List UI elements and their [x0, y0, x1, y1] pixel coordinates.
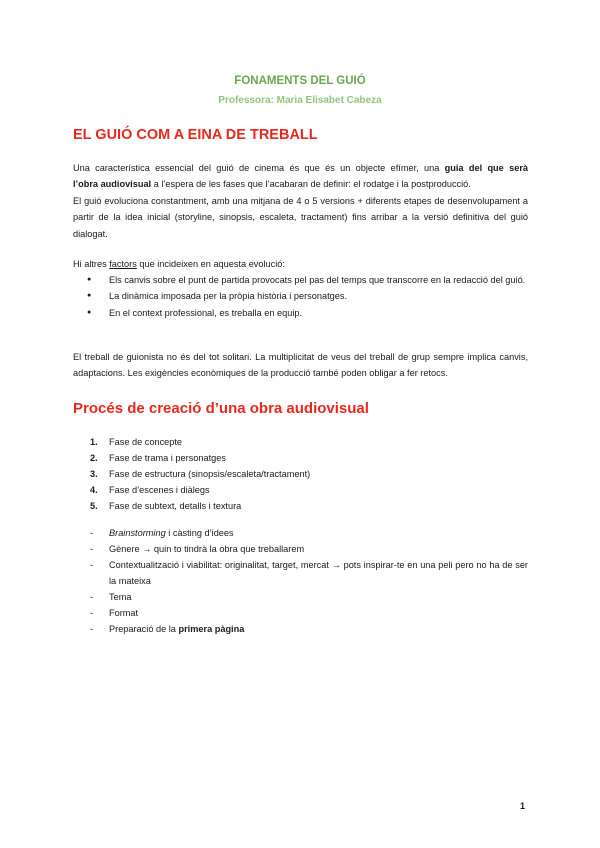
- list-item-text: Fase de concepte: [109, 437, 183, 447]
- bullet-icon: ●: [87, 308, 92, 316]
- list-item-text: Fase de estructura (sinopsis/escaleta/tractament): [109, 469, 311, 479]
- list-number: 1.: [90, 437, 98, 447]
- dash-bullet: -: [90, 592, 94, 602]
- list-item: [73, 450, 528, 466]
- list-item: [73, 272, 528, 288]
- paragraph-text: El treball de guionista no és del tot solitari. La multiplicitat de veus del treball de grup sempre implica canvis, adaptacions. Les exigències econòmiques de la producció també poden obligar a fer retocs.: [73, 352, 528, 379]
- list-item: [73, 541, 528, 557]
- dash-bullet: -: [90, 528, 94, 538]
- page-number: 1: [520, 801, 526, 811]
- list-item-text: En el context professional, es treballa en equip.: [109, 307, 303, 318]
- list-item-text: Fase de trama i personatges: [109, 453, 226, 463]
- list-item-text: Fase de subtext, detalls i textura: [109, 501, 242, 511]
- list-item: [73, 498, 528, 514]
- factors-list: [73, 272, 528, 321]
- document-title: FONAMENTS DEL GUIÓ: [234, 75, 366, 87]
- list-item: [73, 305, 528, 321]
- paragraph-teamwork: [73, 349, 528, 382]
- bullet-icon: ●: [87, 292, 92, 300]
- bold-text: primera pàgina: [178, 624, 245, 634]
- paragraph-text: Una característica essencial del guió de cinema és que és un objecte efímer, una: [73, 163, 445, 173]
- list-item: [73, 434, 528, 450]
- process-items-list: [73, 525, 528, 637]
- list-item-text: Els canvis sobre el punt de partida provocats pel pas del temps que transcorre en la redacció del guió.: [109, 275, 526, 285]
- paragraph-text: que incideixen en aquesta evolució:: [136, 259, 285, 269]
- list-item-text: La dinàmica imposada per la pròpia història i personatges.: [109, 291, 347, 302]
- section-heading-proces: Procés de creació d’una obra audiovisual: [73, 400, 369, 417]
- italic-text: Brainstorming: [109, 528, 166, 538]
- bold-text: l’obra audiovisual: [73, 179, 152, 190]
- list-item: [73, 288, 528, 304]
- list-item: [73, 605, 528, 621]
- dash-bullet: -: [90, 560, 94, 570]
- underlined-text: factors: [109, 259, 137, 269]
- paragraph-text: Hi altres: [73, 259, 110, 269]
- list-number: 5.: [90, 501, 98, 511]
- bullet-icon: ●: [87, 276, 92, 283]
- list-item: [73, 482, 528, 498]
- section-heading-guio: EL GUIÓ COM A EINA DE TREBALL: [73, 127, 318, 143]
- list-item-text: i càsting d’idees: [165, 528, 234, 538]
- list-item-text: Tema: [109, 592, 132, 602]
- list-item: [73, 466, 528, 482]
- list-item-text: Preparació de la: [109, 624, 179, 634]
- list-number: 3.: [90, 469, 98, 479]
- dash-bullet: -: [90, 608, 94, 618]
- paragraph-evolution: El guió evoluciona constantment, amb una mitjana de 4 o 5 versions + diferents etapes de desenvolupament a partir de la idea inicial (storyline, sinopsis, escaleta, tractament) fins arribar a la versió definitiva del guió dialogat.: [73, 195, 528, 239]
- list-item: [73, 621, 528, 637]
- paragraph-text: a l’espera de les fases que l’acabaran de definir: el rodatge i la postproducció.: [151, 179, 471, 190]
- list-number: 2.: [90, 453, 98, 463]
- list-item: [73, 557, 528, 589]
- list-number: 4.: [90, 485, 98, 495]
- list-item: [73, 525, 528, 541]
- dash-bullet: -: [90, 544, 94, 554]
- list-item-text: Format: [109, 608, 139, 618]
- paragraph-intro: [73, 160, 528, 242]
- dash-bullet: -: [90, 624, 94, 634]
- phases-list: [73, 434, 528, 514]
- document-subtitle: Professora: Maria Elisabet Cabeza: [218, 95, 382, 106]
- list-item-text: Fase d’escenes i diàlegs: [109, 485, 210, 495]
- list-item-text: Gènere → quin to tindrà la obra que treballarem: [109, 544, 305, 554]
- list-item-text: Contextualització i viabilitat: originalitat, target, mercat → pots inspirar-te en una peli pero no ha de ser la mateixa: [109, 560, 528, 586]
- bold-text: guia del que serà: [444, 163, 528, 173]
- list-item: [73, 589, 528, 605]
- paragraph-factors-intro: [73, 256, 528, 272]
